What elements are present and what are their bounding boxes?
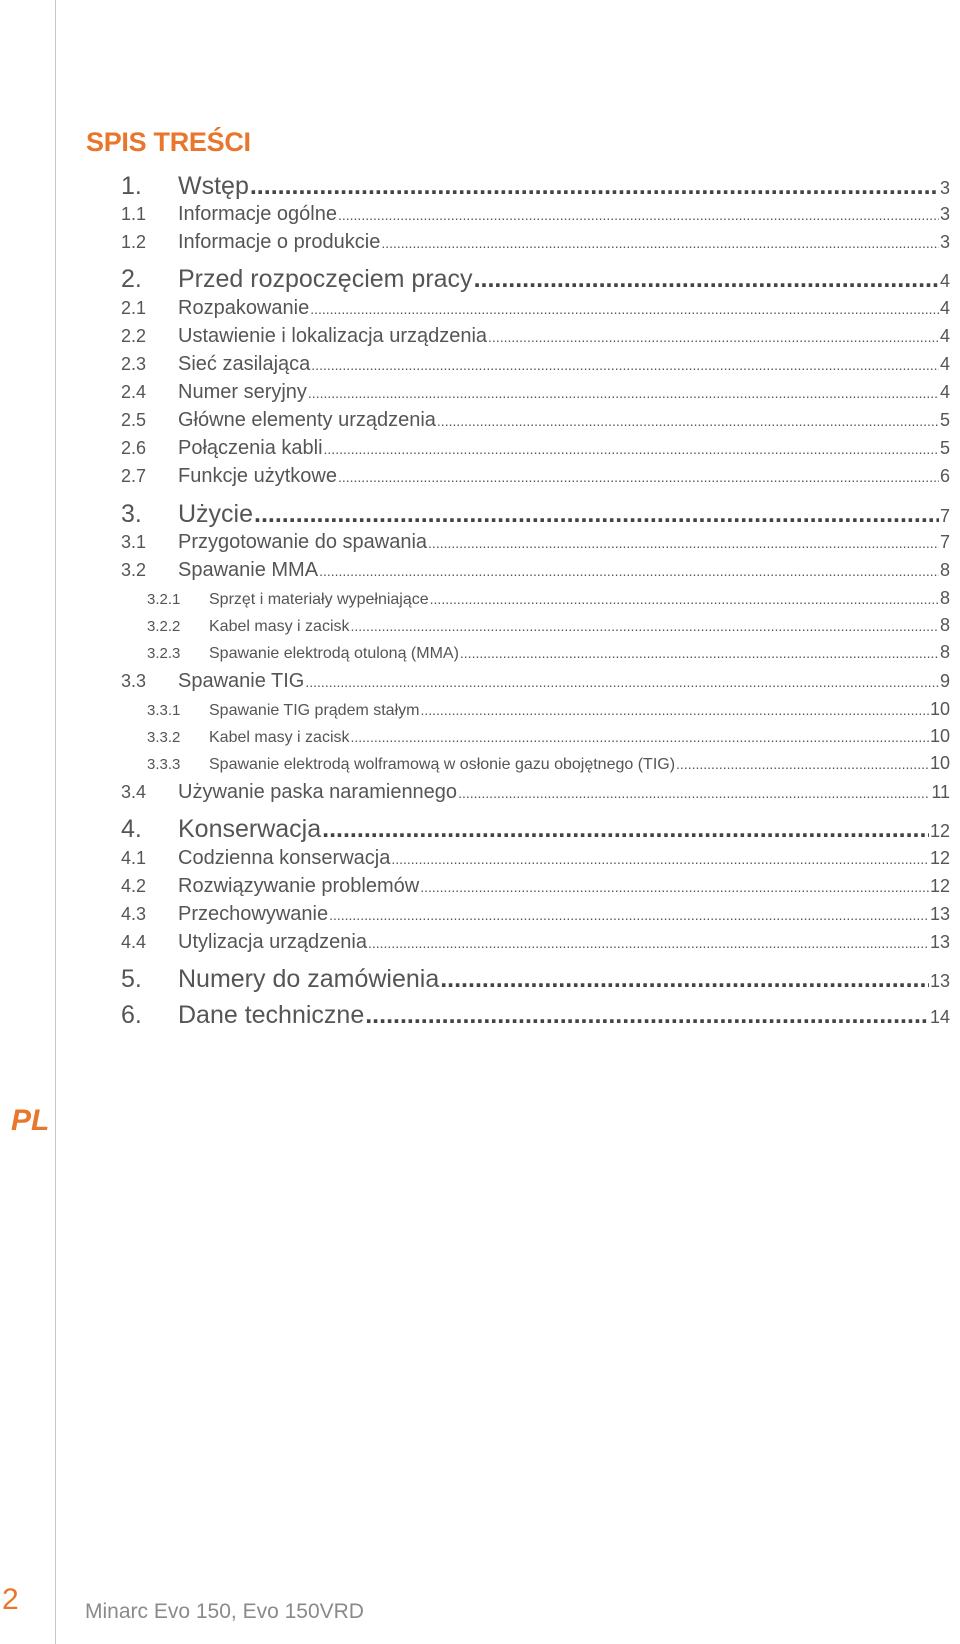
toc-entry-page: 11 [931,782,950,802]
toc-entry-number: 4.3 [121,904,147,924]
toc-entry-leader [381,235,939,251]
toc-entry-leader [676,756,929,772]
toc-entry[interactable] [121,781,950,804]
toc-entry-leader [488,329,939,345]
toc-entry-title: Numery do zamówienia [178,965,440,993]
toc-entry-number: 3.3.3 [147,756,181,773]
toc-entry-page: 14 [929,1007,950,1027]
toc-entry-title: Rozpakowanie [178,297,310,319]
toc-entry-leader [324,441,939,457]
toc-entry[interactable] [121,465,950,488]
toc-entry[interactable] [121,437,950,460]
toc-entry-leader [420,702,929,718]
toc-entry-number: 3.2.2 [147,618,181,635]
toc-entry[interactable] [147,726,950,747]
toc-entry[interactable] [121,203,950,226]
toc-entry[interactable] [147,642,950,663]
toc-entry-leader [440,965,929,994]
toc-entry-number: 2.7 [121,466,147,486]
toc-entry[interactable] [121,500,950,529]
toc-entry[interactable] [121,381,950,404]
toc-entry-number: 4.2 [121,876,147,896]
toc-entry-number: 3.1 [121,532,147,552]
toc-entry-leader [322,815,929,844]
toc-entry-title: Główne elementy urządzenia [178,409,436,431]
toc-entry-number: 2.1 [121,298,147,318]
toc-entry-title: Informacje o produkcie [178,231,381,253]
toc-entry[interactable] [121,353,950,376]
toc-entry-title: Przygotowanie do spawania [178,531,428,553]
toc-entry-page: 8 [939,588,950,608]
toc-entry[interactable] [121,231,950,254]
toc-entry-number: 2.6 [121,438,147,458]
toc-entry-leader [351,618,939,634]
toc-entry-page: 8 [939,560,950,580]
toc-entry-number: 2. [121,265,142,293]
toc-entry-title: Używanie paska naramiennego [178,781,458,803]
toc-entry[interactable] [121,531,950,554]
toc-entry-number: 3. [121,500,142,528]
language-tab: PL [11,1104,50,1137]
toc-entry-leader [311,357,939,373]
toc-entry[interactable] [121,559,950,582]
toc-entry-title: Rozwiązywanie problemów [178,875,420,897]
toc-entry-number: 3.2.1 [147,591,181,608]
page-title: SPIS TREŚCI [86,127,251,157]
toc-entry-title: Połączenia kabli [178,437,323,459]
toc-entry-leader [420,879,929,895]
toc-entry-leader [391,851,929,867]
toc-entry-page: 9 [939,671,950,691]
toc-entry[interactable] [121,325,950,348]
toc-entry-number: 3.3.1 [147,702,181,719]
toc-entry-leader [365,1001,929,1030]
toc-entry[interactable] [121,847,950,870]
toc-entry[interactable] [121,297,950,320]
toc-entry-page: 7 [939,506,950,526]
toc-entry-leader [351,729,929,745]
toc-entry-title: Dane techniczne [178,1001,365,1029]
toc-entry-title: Konserwacja [178,815,322,843]
toc-entry-title: Wstęp [178,172,249,200]
toc-entry-page: 10 [929,753,950,773]
toc-entry-page: 5 [939,438,950,458]
toc-entry-number: 3.2.3 [147,645,181,662]
toc-entry-page: 10 [929,726,950,746]
toc-entry-title: Sieć zasilająca [178,353,311,375]
toc-entry-number: 4.1 [121,848,147,868]
toc-entry-page: 3 [939,178,950,198]
toc-entry-page: 3 [939,232,950,252]
toc-entry-leader [254,500,939,529]
toc-entry-number: 2.2 [121,326,147,346]
toc-entry-number: 2.3 [121,354,147,374]
toc-entry-leader [308,385,939,401]
toc-entry-page: 8 [939,615,950,635]
toc-entry-title: Użycie [178,500,254,528]
toc-entry-page: 12 [929,821,950,841]
toc-entry-number: 4.4 [121,932,147,952]
toc-entry[interactable] [121,965,950,994]
toc-entry-page: 4 [939,382,950,402]
toc-entry-number: 6. [121,1001,142,1029]
toc-entry-number: 3.4 [121,782,147,802]
toc-entry[interactable] [147,699,950,720]
toc-entry-leader [319,563,939,579]
toc-entry[interactable] [147,588,950,609]
toc-entry-title: Spawanie elektrodą wolframową w osłonie gazu obojętnego (TIG) [209,756,676,773]
toc-entry[interactable] [121,1001,950,1030]
toc-entry-leader [329,907,929,923]
toc-entry[interactable] [121,815,950,844]
toc-entry-page: 6 [939,466,950,486]
toc-entry-title: Spawanie MMA [178,559,319,581]
toc-entry-leader [250,172,939,201]
toc-entry-page: 12 [929,876,950,896]
toc-entry-page: 4 [939,271,950,291]
toc-entry-number: 2.4 [121,382,147,402]
toc-entry-page: 4 [939,326,950,346]
toc-entry-leader [368,935,929,951]
toc-entry-leader [310,301,939,317]
toc-entry-leader [474,265,939,294]
toc-entry-number: 3.3 [121,671,147,691]
toc-entry-number: 2.5 [121,410,147,430]
toc-entry-title: Funkcje użytkowe [178,465,337,487]
toc-entry-title: Informacje ogólne [178,203,337,225]
toc-entry-number: 5. [121,965,142,993]
toc-entry-number: 3.2 [121,560,147,580]
toc-entry-title: Utylizacja urządzenia [178,931,367,953]
toc-entry-leader [460,645,939,661]
toc-entry-leader [430,591,939,607]
toc-entry-number: 1.2 [121,232,147,252]
toc-entry-page: 3 [939,204,950,224]
toc-entry-page: 12 [929,848,950,868]
toc-entry-leader [458,785,930,801]
toc-entry-page: 8 [939,642,950,662]
toc-entry-page: 10 [929,699,950,719]
toc-entry[interactable] [121,931,950,954]
toc-entry-number: 1. [121,172,142,200]
toc-entry-leader [338,469,939,485]
toc-entry-title: Codzienna konserwacja [178,847,391,869]
toc-entry-title: Numer seryjny [178,381,307,403]
toc-entry-title: Ustawienie i lokalizacja urządzenia [178,325,488,347]
toc-entry-title: Spawanie TIG prądem stałym [209,702,420,719]
toc-entry-page: 5 [939,410,950,430]
toc-entry-title: Przed rozpoczęciem pracy [178,265,473,293]
toc-entry-title: Spawanie TIG [178,670,305,692]
toc-entry-page: 13 [929,971,950,991]
toc-entry[interactable] [121,409,950,432]
toc-entry-title: Kabel masy i zacisk [209,729,350,746]
toc-entry-page: 13 [929,904,950,924]
toc-entry-number: 3.3.2 [147,729,181,746]
toc-entry-number: 1.1 [121,204,147,224]
margin-rule [55,0,56,1644]
toc-entry-leader [428,535,939,551]
toc-entry-title: Przechowywanie [178,903,329,925]
toc-entry-page: 4 [939,298,950,318]
toc-entry[interactable] [121,670,950,693]
toc-entry-title: Kabel masy i zacisk [209,618,350,635]
toc-entry-page: 13 [929,932,950,952]
toc-entry[interactable] [121,172,950,201]
toc-entry-title: Sprzęt i materiały wypełniające [209,591,429,608]
toc-entry-leader [305,674,939,690]
toc-entry[interactable] [121,875,950,898]
toc-entry-leader [437,413,939,429]
toc-entry-leader [338,207,939,223]
footer-page-number: 2 [2,1583,19,1616]
toc-entry-title: Spawanie elektrodą otuloną (MMA) [209,645,459,662]
toc-entry[interactable] [147,615,950,636]
toc-entry[interactable] [121,903,950,926]
toc-entry[interactable] [147,753,950,774]
toc-entry-page: 7 [939,532,950,552]
toc-entry[interactable] [121,265,950,294]
toc-entry-page: 4 [939,354,950,374]
footer-product-name: Minarc Evo 150, Evo 150VRD [85,1600,364,1623]
toc-entry-number: 4. [121,815,142,843]
